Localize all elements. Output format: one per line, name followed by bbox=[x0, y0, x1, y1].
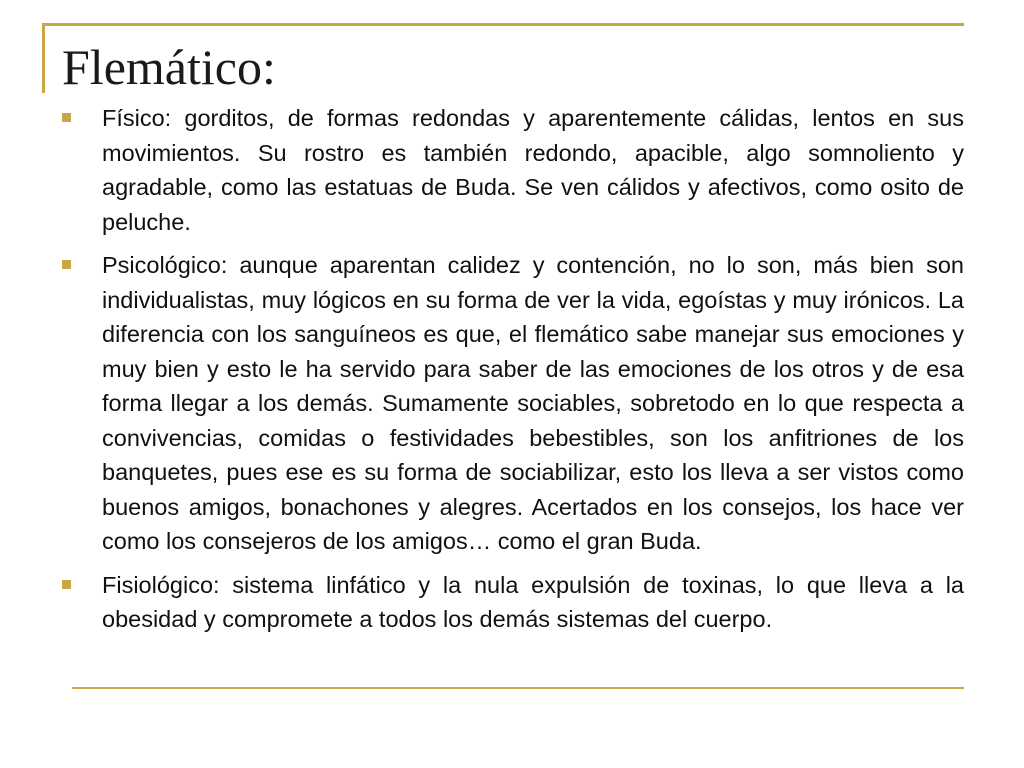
bullet-text-psicologico: Psicológico: aunque aparentan calidez y contención, no lo son, más bien son individualistas, muy lógicos en su forma de ver la vida, egoístas y muy irónicos. La diferencia con los sanguíneos es que, el flemático sabe manejar sus emociones y muy bien y esto le ha servido para saber de las emociones de los otros y de esa forma llegar a los demás. Sumamente sociables, sobretodo en lo que respecta a convivencias, comidas o festividades bebestibles, son los anfitriones de los banquetes, pues ese es su forma de sociabilizar, esto los lleva a ser vistos como buenos amigos, bonachones y alegres. Acertados en los consejos, los hace ver como los consejeros de los amigos… como el gran Buda. bbox=[102, 252, 964, 554]
accent-line-top bbox=[44, 23, 964, 26]
slide-title: Flemático: bbox=[62, 39, 276, 95]
bullet-item-fisico bbox=[56, 101, 964, 239]
bullet-list bbox=[56, 101, 964, 646]
bullet-text-fisico: Físico: gorditos, de formas redondas y aparentemente cálidas, lentos en sus movimientos. Su rostro es también redondo, apacible, algo somnoliento y agradable, como las estatuas de Buda. Se ven cálidos y afectivos, como osito de peluche. bbox=[102, 105, 964, 235]
square-bullet-icon bbox=[62, 260, 71, 269]
bullet-item-fisiologico bbox=[56, 568, 964, 637]
accent-line-bottom bbox=[72, 687, 964, 689]
accent-line-left bbox=[42, 23, 45, 93]
bullet-text-fisiologico: Fisiológico: sistema linfático y la nula expulsión de toxinas, lo que lleva a la obesidad y compromete a todos los demás sistemas del cuerpo. bbox=[102, 571, 964, 632]
square-bullet-icon bbox=[62, 113, 71, 122]
bullet-item-psicologico bbox=[56, 248, 964, 559]
square-bullet-icon bbox=[62, 580, 71, 589]
